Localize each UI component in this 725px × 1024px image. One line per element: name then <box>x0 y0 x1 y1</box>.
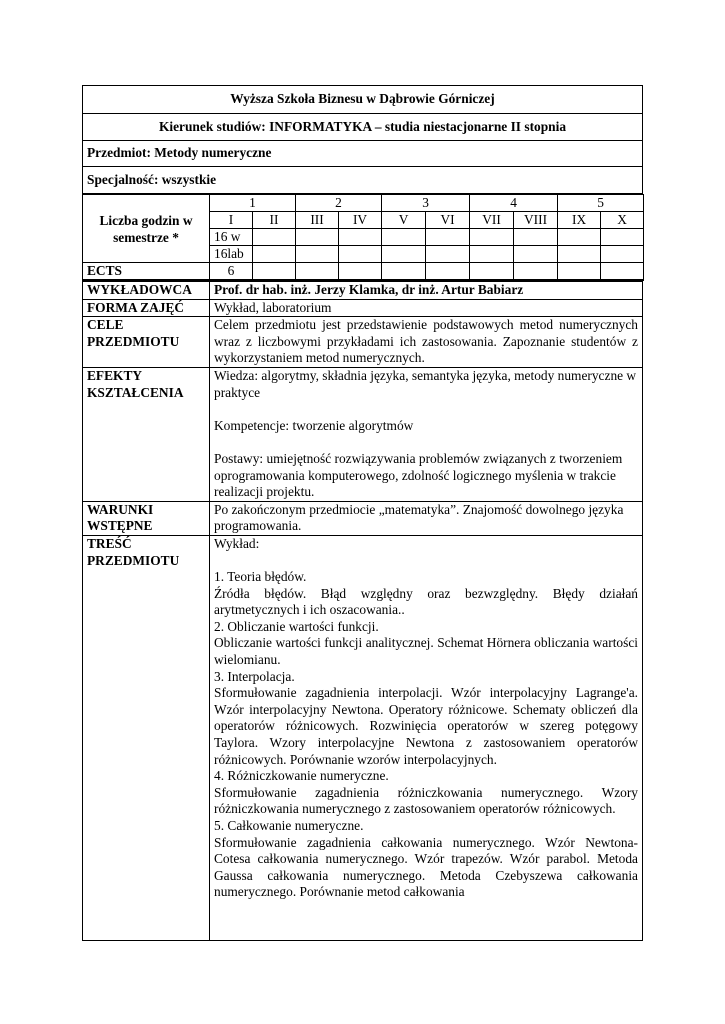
year-4: 4 <box>470 195 558 212</box>
topic-2-title: 2. Obliczanie wartości funkcji. <box>214 618 379 634</box>
prereq-label-line2: WSTĘPNE <box>87 518 153 534</box>
hours-cell <box>339 246 382 263</box>
ects-cell <box>426 263 470 281</box>
hours-cell <box>601 229 644 246</box>
semester-6: VI <box>426 212 470 229</box>
lecturer-label: WYKŁADOWCA <box>83 282 210 300</box>
topic-4-title: 4. Różniczkowanie numeryczne. <box>214 768 389 784</box>
effects-knowledge: Wiedza: algorytmy, składnia języka, semantyka języka, metody numeryczne w praktyce <box>214 367 637 400</box>
topic-3-text: Sformułowanie zagadnienia interpolacji. Wzór interpolacyjny Lagrange'a. Wzór interpolacyjny Newtona. Operatory różnicowe. Schematy obliczeń dla operatorów różnicowych. Rozwinięcia operatorów w szereg potęgowy Taylora. Wzory interpolacyjne Newtona z zastosowaniem operatorów różnicowych. Porównanie wzorów interpolacyjnych. <box>214 685 638 767</box>
topic-4-text: Sformułowanie zagadnienia różniczkowania numerycznego. Wzory różniczkowania numerycznego z zastosowaniem operatorów różnicowych. <box>214 784 638 817</box>
semester-5: V <box>382 212 426 229</box>
effects-label-line1: EFEKTY <box>87 367 143 383</box>
ects-cell <box>470 263 514 281</box>
semester-10: X <box>601 212 644 229</box>
semester-9: IX <box>558 212 601 229</box>
year-1: 1 <box>210 195 296 212</box>
prereq-text: Po zakończonym przedmiocie „matematyka”. Znajomość dowolnego języka programowania. <box>210 501 643 535</box>
hours-cell <box>426 229 470 246</box>
topic-1-title: 1. Teoria błędów. <box>214 569 307 585</box>
hours-cell <box>382 246 426 263</box>
goals-text: Celem przedmiotu jest przedstawienie podstawowych metod numerycznych wraz z liczbowymi przykładami ich zastosowania. Zapoznanie studentów z wykorzystaniem metod numerycznych. <box>210 317 643 368</box>
hours-cell <box>558 229 601 246</box>
header-table <box>82 85 643 194</box>
effects-label-line2: KSZTAŁCENIA <box>87 384 184 400</box>
prereq-label-line1: WARUNKI <box>87 501 154 517</box>
semester-1-hours-b: 16lab <box>210 246 253 263</box>
content-cell <box>210 535 643 940</box>
form-label: FORMA ZAJĘĆ <box>83 299 210 317</box>
semester-8: VIII <box>514 212 558 229</box>
semester-1: I <box>210 212 253 229</box>
program-name: Kierunek studiów: INFORMATYKA – studia niestacjonarne II stopnia <box>83 114 643 141</box>
specialty: Specjalność: wszystkie <box>83 167 643 194</box>
content-label <box>83 535 210 940</box>
year-3: 3 <box>382 195 470 212</box>
effects-competence: Kompetencje: tworzenie algorytmów <box>214 417 414 433</box>
content-intro: Wykład: <box>214 535 260 551</box>
topic-3-title: 3. Interpolacja. <box>214 668 295 684</box>
hours-table <box>82 194 644 281</box>
semester-2: II <box>253 212 296 229</box>
ects-cell <box>601 263 644 281</box>
syllabus-page <box>82 85 643 937</box>
hours-cell <box>558 246 601 263</box>
hours-label-line1: Liczba godzin w <box>99 212 193 228</box>
ects-label: ECTS <box>83 263 210 281</box>
hours-cell <box>339 229 382 246</box>
form-value: Wykład, laboratorium <box>210 299 643 317</box>
ects-cell <box>558 263 601 281</box>
goals-label <box>83 317 210 368</box>
subject-name: Przedmiot: Metody numeryczne <box>83 141 643 167</box>
ects-cell <box>382 263 426 281</box>
effects-attitudes: Postawy: umiejętność rozwiązywania problemów związanych z tworzeniem oprogramowania komputerowego, zdolność logicznego myślenia w trakcie realizacji projektu. <box>214 450 623 500</box>
topic-5-title: 5. Całkowanie numeryczne. <box>214 818 364 833</box>
effects-text <box>210 367 643 501</box>
school-name: Wyższa Szkoła Biznesu w Dąbrowie Górniczej <box>83 86 643 114</box>
ects-cell <box>514 263 558 281</box>
year-2: 2 <box>296 195 382 212</box>
ects-cell <box>296 263 339 281</box>
hours-cell <box>253 229 296 246</box>
topic-1-text: Źródła błędów. Błąd względny oraz bezwzględny. Błędy działań arytmetycznych i ich oszacowania.. <box>214 585 638 618</box>
ects-cell <box>339 263 382 281</box>
ects-cell <box>253 263 296 281</box>
hours-cell <box>296 246 339 263</box>
hours-cell <box>470 229 514 246</box>
semester-1-hours-a: 16 w <box>210 229 253 246</box>
hours-cell <box>296 229 339 246</box>
goals-label-line1: CELE <box>87 317 124 333</box>
details-table <box>82 281 643 941</box>
lecturer-value: Prof. dr hab. inż. Jerzy Klamka, dr inż. Artur Babiarz <box>210 282 643 300</box>
effects-label <box>83 367 210 501</box>
hours-cell <box>514 246 558 263</box>
hours-cell <box>382 229 426 246</box>
semester-3: III <box>296 212 339 229</box>
hours-cell <box>426 246 470 263</box>
ects-value: 6 <box>210 263 253 281</box>
hours-cell <box>601 246 644 263</box>
topic-5-text: Sformułowanie zagadnienia całkowania numerycznego. Wzór Newtona-Cotesa całkowania numerycznego. Wzór trapezów. Wzór parabol. Metoda Gaussa całkowania numerycznego. Metoda Czebyszewa całkowania numerycznego. Porównanie metod całkowania <box>214 834 638 900</box>
hours-label <box>83 195 210 263</box>
semester-4: IV <box>339 212 382 229</box>
hours-cell <box>470 246 514 263</box>
content-label-line2: PRZEDMIOTU <box>87 552 180 568</box>
hours-label-line2: semestrze * <box>113 229 179 245</box>
semester-7: VII <box>470 212 514 229</box>
prereq-label <box>83 501 210 535</box>
content-label-line1: TREŚĆ <box>87 535 132 551</box>
topic-2-text: Obliczanie wartości funkcji analitycznej. Schemat Hörnera obliczania wartości wielomianu. <box>214 635 638 668</box>
hours-cell <box>253 246 296 263</box>
goals-label-line2: PRZEDMIOTU <box>87 333 180 349</box>
hours-cell <box>514 229 558 246</box>
year-5: 5 <box>558 195 644 212</box>
